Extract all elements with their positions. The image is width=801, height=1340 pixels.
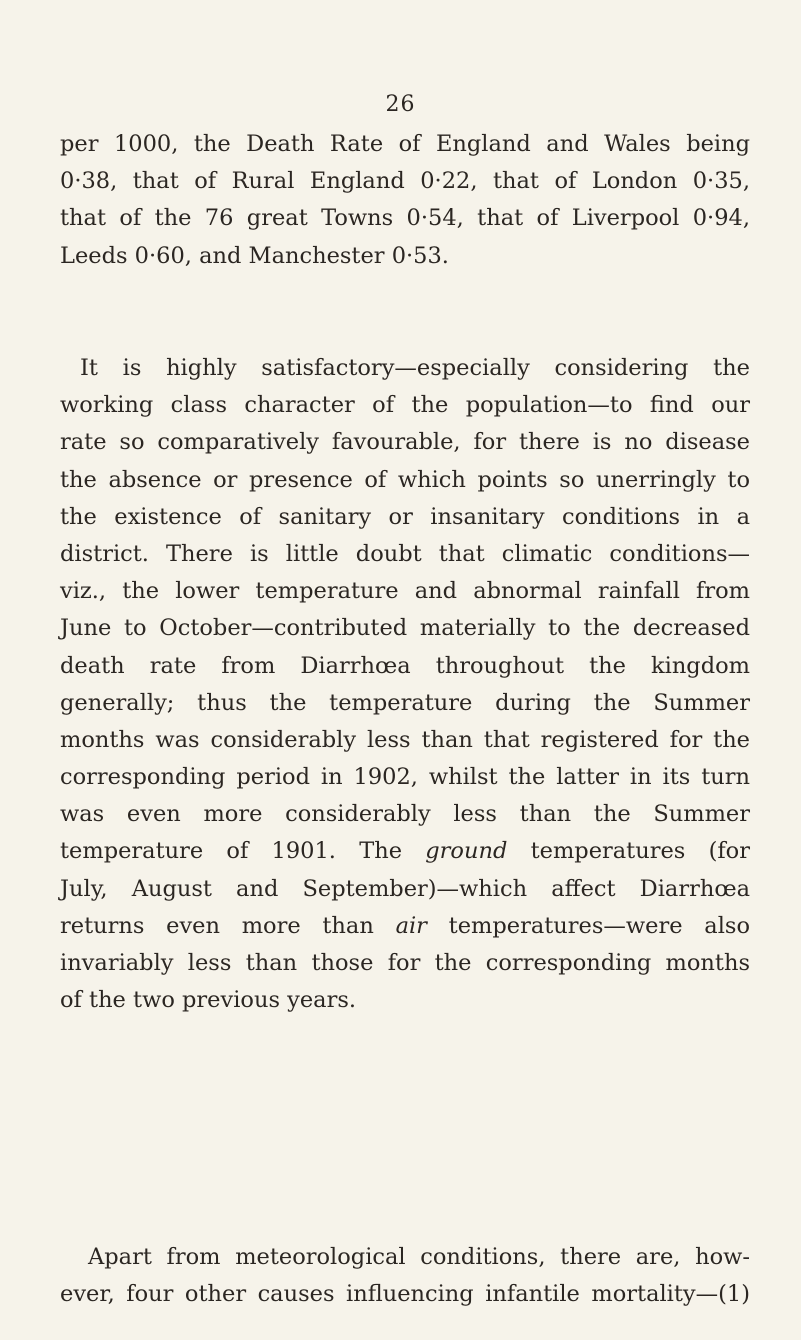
italic-word: air xyxy=(395,912,427,939)
text-line: viz., the lower temperature and abnormal rainfall from xyxy=(60,578,750,605)
text-line: rate so comparatively favourable, for there is no disease xyxy=(60,429,750,456)
paragraph-climatic-conditions xyxy=(60,350,750,1019)
text-line xyxy=(60,833,750,870)
text-line: the existence of sanitary or insanitary conditions in a xyxy=(60,503,750,530)
text-line: invariably less than those for the corresponding months xyxy=(60,950,750,976)
text-line: of the two previous years. xyxy=(60,987,357,1014)
text-line: working class character of the population—to find our xyxy=(60,392,750,419)
paragraph-death-rates xyxy=(60,126,750,275)
text-line: the absence or presence of which points so unerringly to xyxy=(60,466,750,493)
text-line: corresponding period in 1902, whilst the latter in its turn xyxy=(60,764,750,791)
text-line: per 1000, the Death Rate of England and Wales being xyxy=(60,131,750,157)
text-line: 0·38, that of Rural England 0·22, that of London 0·35, xyxy=(60,168,750,195)
text-line xyxy=(60,908,750,945)
text-line: death rate from Diarrhœa throughout the kingdom xyxy=(60,652,750,679)
paragraph-other-causes xyxy=(60,1239,750,1313)
text-line: ever, four other causes influencing infantile mortality—(1) xyxy=(60,1281,750,1308)
text-line: Apart from meteorological conditions, there are, how- xyxy=(88,1244,750,1270)
text-segment: temperatures—were also xyxy=(426,912,750,939)
text-line: Leeds 0·60, and Manchester 0·53. xyxy=(60,242,449,269)
text-line: district. There is little doubt that climatic conditions— xyxy=(60,540,750,567)
page-number: 26 xyxy=(385,92,416,117)
text-line: that of the 76 great Towns 0·54, that of Liverpool 0·94, xyxy=(60,205,750,232)
text-line: generally; thus the temperature during the Summer xyxy=(60,689,750,716)
text-line: It is highly satisfactory—especially considering the xyxy=(80,355,750,381)
text-line: July, August and September)—which affect Diarrhœa xyxy=(60,875,750,902)
text-segment: temperature of 1901. The xyxy=(60,838,426,865)
text-segment: returns even more than xyxy=(60,912,396,939)
text-line: was even more considerably less than the Summer xyxy=(60,801,750,828)
italic-word: ground xyxy=(425,838,508,865)
text-segment: temperatures (for xyxy=(507,838,750,865)
text-line: months was considerably less than that registered for the xyxy=(60,726,750,753)
text-line: June to October—contributed materially to the decreased xyxy=(60,615,750,642)
